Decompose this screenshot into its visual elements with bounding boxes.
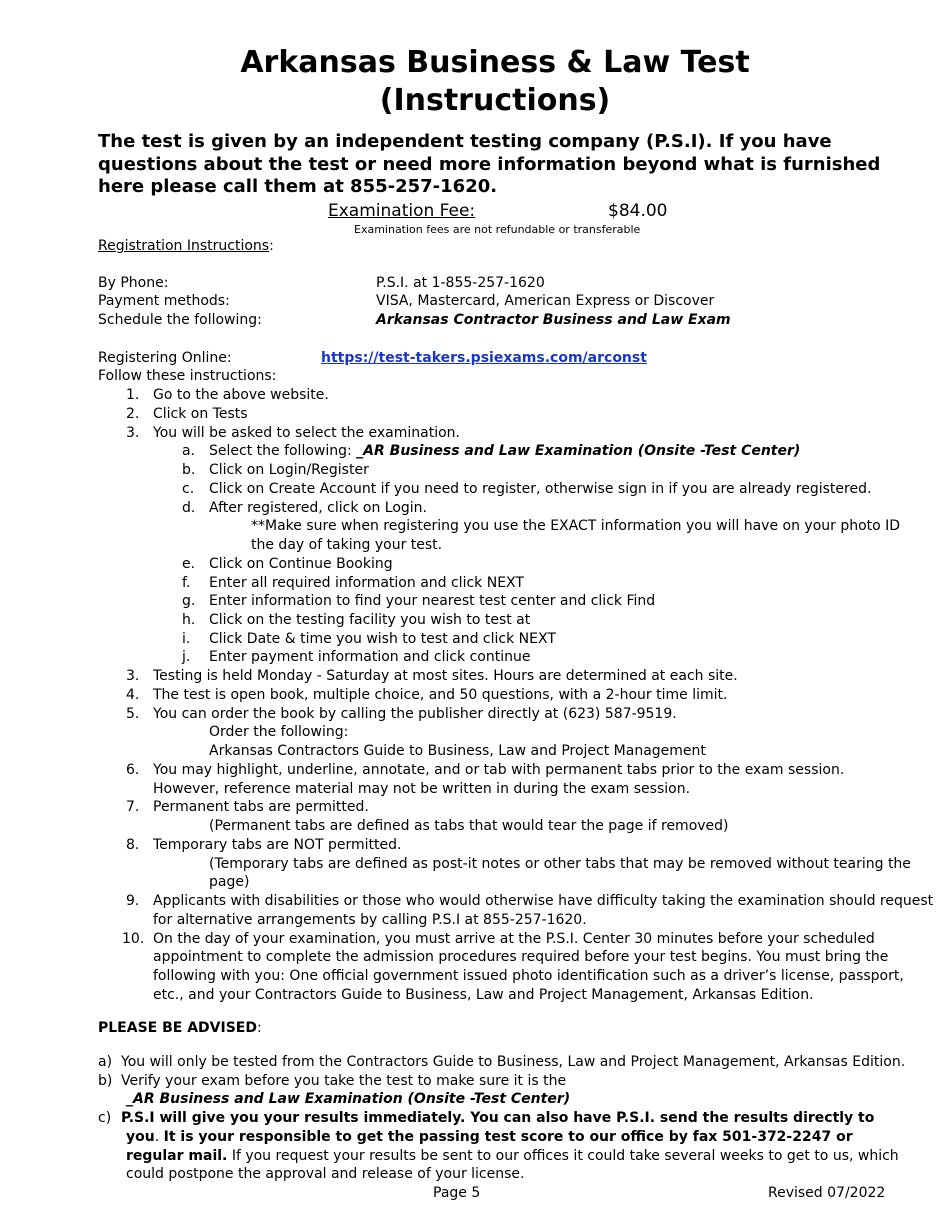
step-text: Click on Tests <box>153 406 248 422</box>
step-number: 6. <box>126 762 140 778</box>
step-text: Temporary tabs are NOT permitted. <box>153 837 402 853</box>
step-number: 3. <box>126 668 140 684</box>
substep-letter: g. <box>182 593 196 609</box>
substep-letter: b. <box>182 462 196 478</box>
substep-letter: d. <box>182 500 196 516</box>
step-text: following with you: One official government issued photo identification such as a driver’s license, passport, <box>153 968 904 984</box>
step-number: 1. <box>126 387 140 403</box>
page-title-line2: (Instructions) <box>379 83 611 118</box>
revision-date: Revised 07/2022 <box>768 1185 886 1201</box>
advised-label: c) <box>98 1110 112 1126</box>
substep-text: Click Date & time you wish to test and click NEXT <box>209 631 556 647</box>
payment-label: Payment methods: <box>98 293 230 309</box>
step-text: etc., and your Contractors Guide to Business, Law and Project Management, Arkansas Edition. <box>153 987 814 1003</box>
substep-letter: h. <box>182 612 196 628</box>
schedule-value: Arkansas Contractor Business and Law Exam <box>376 312 731 328</box>
registration-link[interactable]: https://test-takers.psiexams.com/arconst <box>321 350 647 366</box>
substep-letter: e. <box>182 556 196 572</box>
phone-label: By Phone: <box>98 275 169 291</box>
step-text: Permanent tabs are permitted. <box>153 799 369 815</box>
online-label: Registering Online: <box>98 350 232 366</box>
page-title-line1: Arkansas Business & Law Test <box>240 45 750 80</box>
step-text: However, reference material may not be written in during the exam session. <box>153 781 691 797</box>
intro-paragraph: The test is given by an independent testing company (P.S.I). If you have questions about the test or need more information beyond what is furnished here please call them at 855-257-1620. <box>98 131 881 197</box>
step-number: 7. <box>126 799 140 815</box>
advised-text: could postpone the approval and release of your license. <box>126 1166 525 1182</box>
advised-text: P.S.I will give you your results immediately. You can also have P.S.I. send the results directly to <box>121 1110 875 1126</box>
advised-text: Verify your exam before you take the test to make sure it is the <box>121 1073 567 1089</box>
step-text: Testing is held Monday - Saturday at most sites. Hours are determined at each site. <box>153 668 738 684</box>
substep-text: Click on Create Account if you need to register, otherwise sign in if you are already registered. <box>209 481 872 497</box>
registration-heading: Registration Instructions: <box>98 238 274 254</box>
fee-value: $84.00 <box>608 201 668 221</box>
substep-letter: c. <box>182 481 195 497</box>
substep-text: Enter information to find your nearest test center and click Find <box>209 593 656 609</box>
advised-exam-name: _AR Business and Law Examination (Onsite -Test Center) <box>126 1091 571 1107</box>
advised-heading: PLEASE BE ADVISED: <box>98 1020 262 1036</box>
step-subtext: Arkansas Contractors Guide to Business, Law and Project Management <box>209 743 706 759</box>
fee-label: Examination Fee: <box>328 201 476 221</box>
step-number: 2. <box>126 406 140 422</box>
substep-text: Select the following: _AR Business and Law Examination (Onsite -Test Center) <box>209 443 801 459</box>
substep-letter: i. <box>182 631 191 647</box>
step-text: appointment to complete the admission procedures required before your test begins. You must bring the <box>153 949 889 965</box>
substep-note: **Make sure when registering you use the EXACT information you will have on your photo ID <box>251 518 901 534</box>
step-text: You may highlight, underline, annotate, and or tab with permanent tabs prior to the exam session. <box>153 762 845 778</box>
step-text: On the day of your examination, you must arrive at the P.S.I. Center 30 minutes before your scheduled <box>153 931 875 947</box>
step-subtext: (Permanent tabs are defined as tabs that would tear the page if removed) <box>209 818 729 834</box>
substep-letter: f. <box>182 575 191 591</box>
substep-text: Click on Continue Booking <box>209 556 393 572</box>
step-number: 10. <box>122 931 145 947</box>
step-number: 4. <box>126 687 140 703</box>
substep-letter: a. <box>182 443 196 459</box>
substep-text: Click on Login/Register <box>209 462 369 478</box>
substep-text: After registered, click on Login. <box>209 500 427 516</box>
page-number: Page 5 <box>433 1185 481 1201</box>
advised-text: you. It is your responsible to get the passing test score to our office by fax 501-372-2247 or <box>126 1129 853 1145</box>
advised-label: b) <box>98 1073 113 1089</box>
step-subtext: (Temporary tabs are defined as post-it notes or other tabs that may be removed without tearing the <box>209 856 911 872</box>
substep-note: the day of taking your test. <box>251 537 443 553</box>
step-number: 3. <box>126 425 140 441</box>
step-number: 8. <box>126 837 140 853</box>
advised-label: a) <box>98 1054 113 1070</box>
payment-value: VISA, Mastercard, American Express or Discover <box>376 293 715 309</box>
step-text: Go to the above website. <box>153 387 329 403</box>
step-text: for alternative arrangements by calling P.S.I at 855-257-1620. <box>153 912 587 928</box>
phone-value: P.S.I. at 1-855-257-1620 <box>376 275 545 291</box>
step-number: 5. <box>126 706 140 722</box>
step-subtext: Order the following: <box>209 724 349 740</box>
follow-instructions: Follow these instructions: <box>98 368 277 384</box>
step-text: You will be asked to select the examination. <box>153 425 460 441</box>
step-text: The test is open book, multiple choice, and 50 questions, with a 2-hour time limit. <box>153 687 728 703</box>
step-subtext: page) <box>209 874 250 890</box>
advised-text: regular mail. If you request your results be sent to our offices it could take several weeks to get to us, which <box>126 1148 899 1164</box>
fee-note: Examination fees are not refundable or transferable <box>354 223 641 236</box>
substep-letter: j. <box>182 649 191 665</box>
substep-text: Enter payment information and click continue <box>209 649 531 665</box>
step-text: Applicants with disabilities or those who would otherwise have difficulty taking the examination should request <box>153 893 934 909</box>
schedule-label: Schedule the following: <box>98 312 262 328</box>
substep-text: Enter all required information and click NEXT <box>209 575 524 591</box>
substep-text: Click on the testing facility you wish to test at <box>209 612 531 628</box>
advised-text: You will only be tested from the Contractors Guide to Business, Law and Project Management, Arkansas Edition. <box>121 1054 906 1070</box>
step-number: 9. <box>126 893 140 909</box>
step-text: You can order the book by calling the publisher directly at (623) 587-9519. <box>153 706 677 722</box>
